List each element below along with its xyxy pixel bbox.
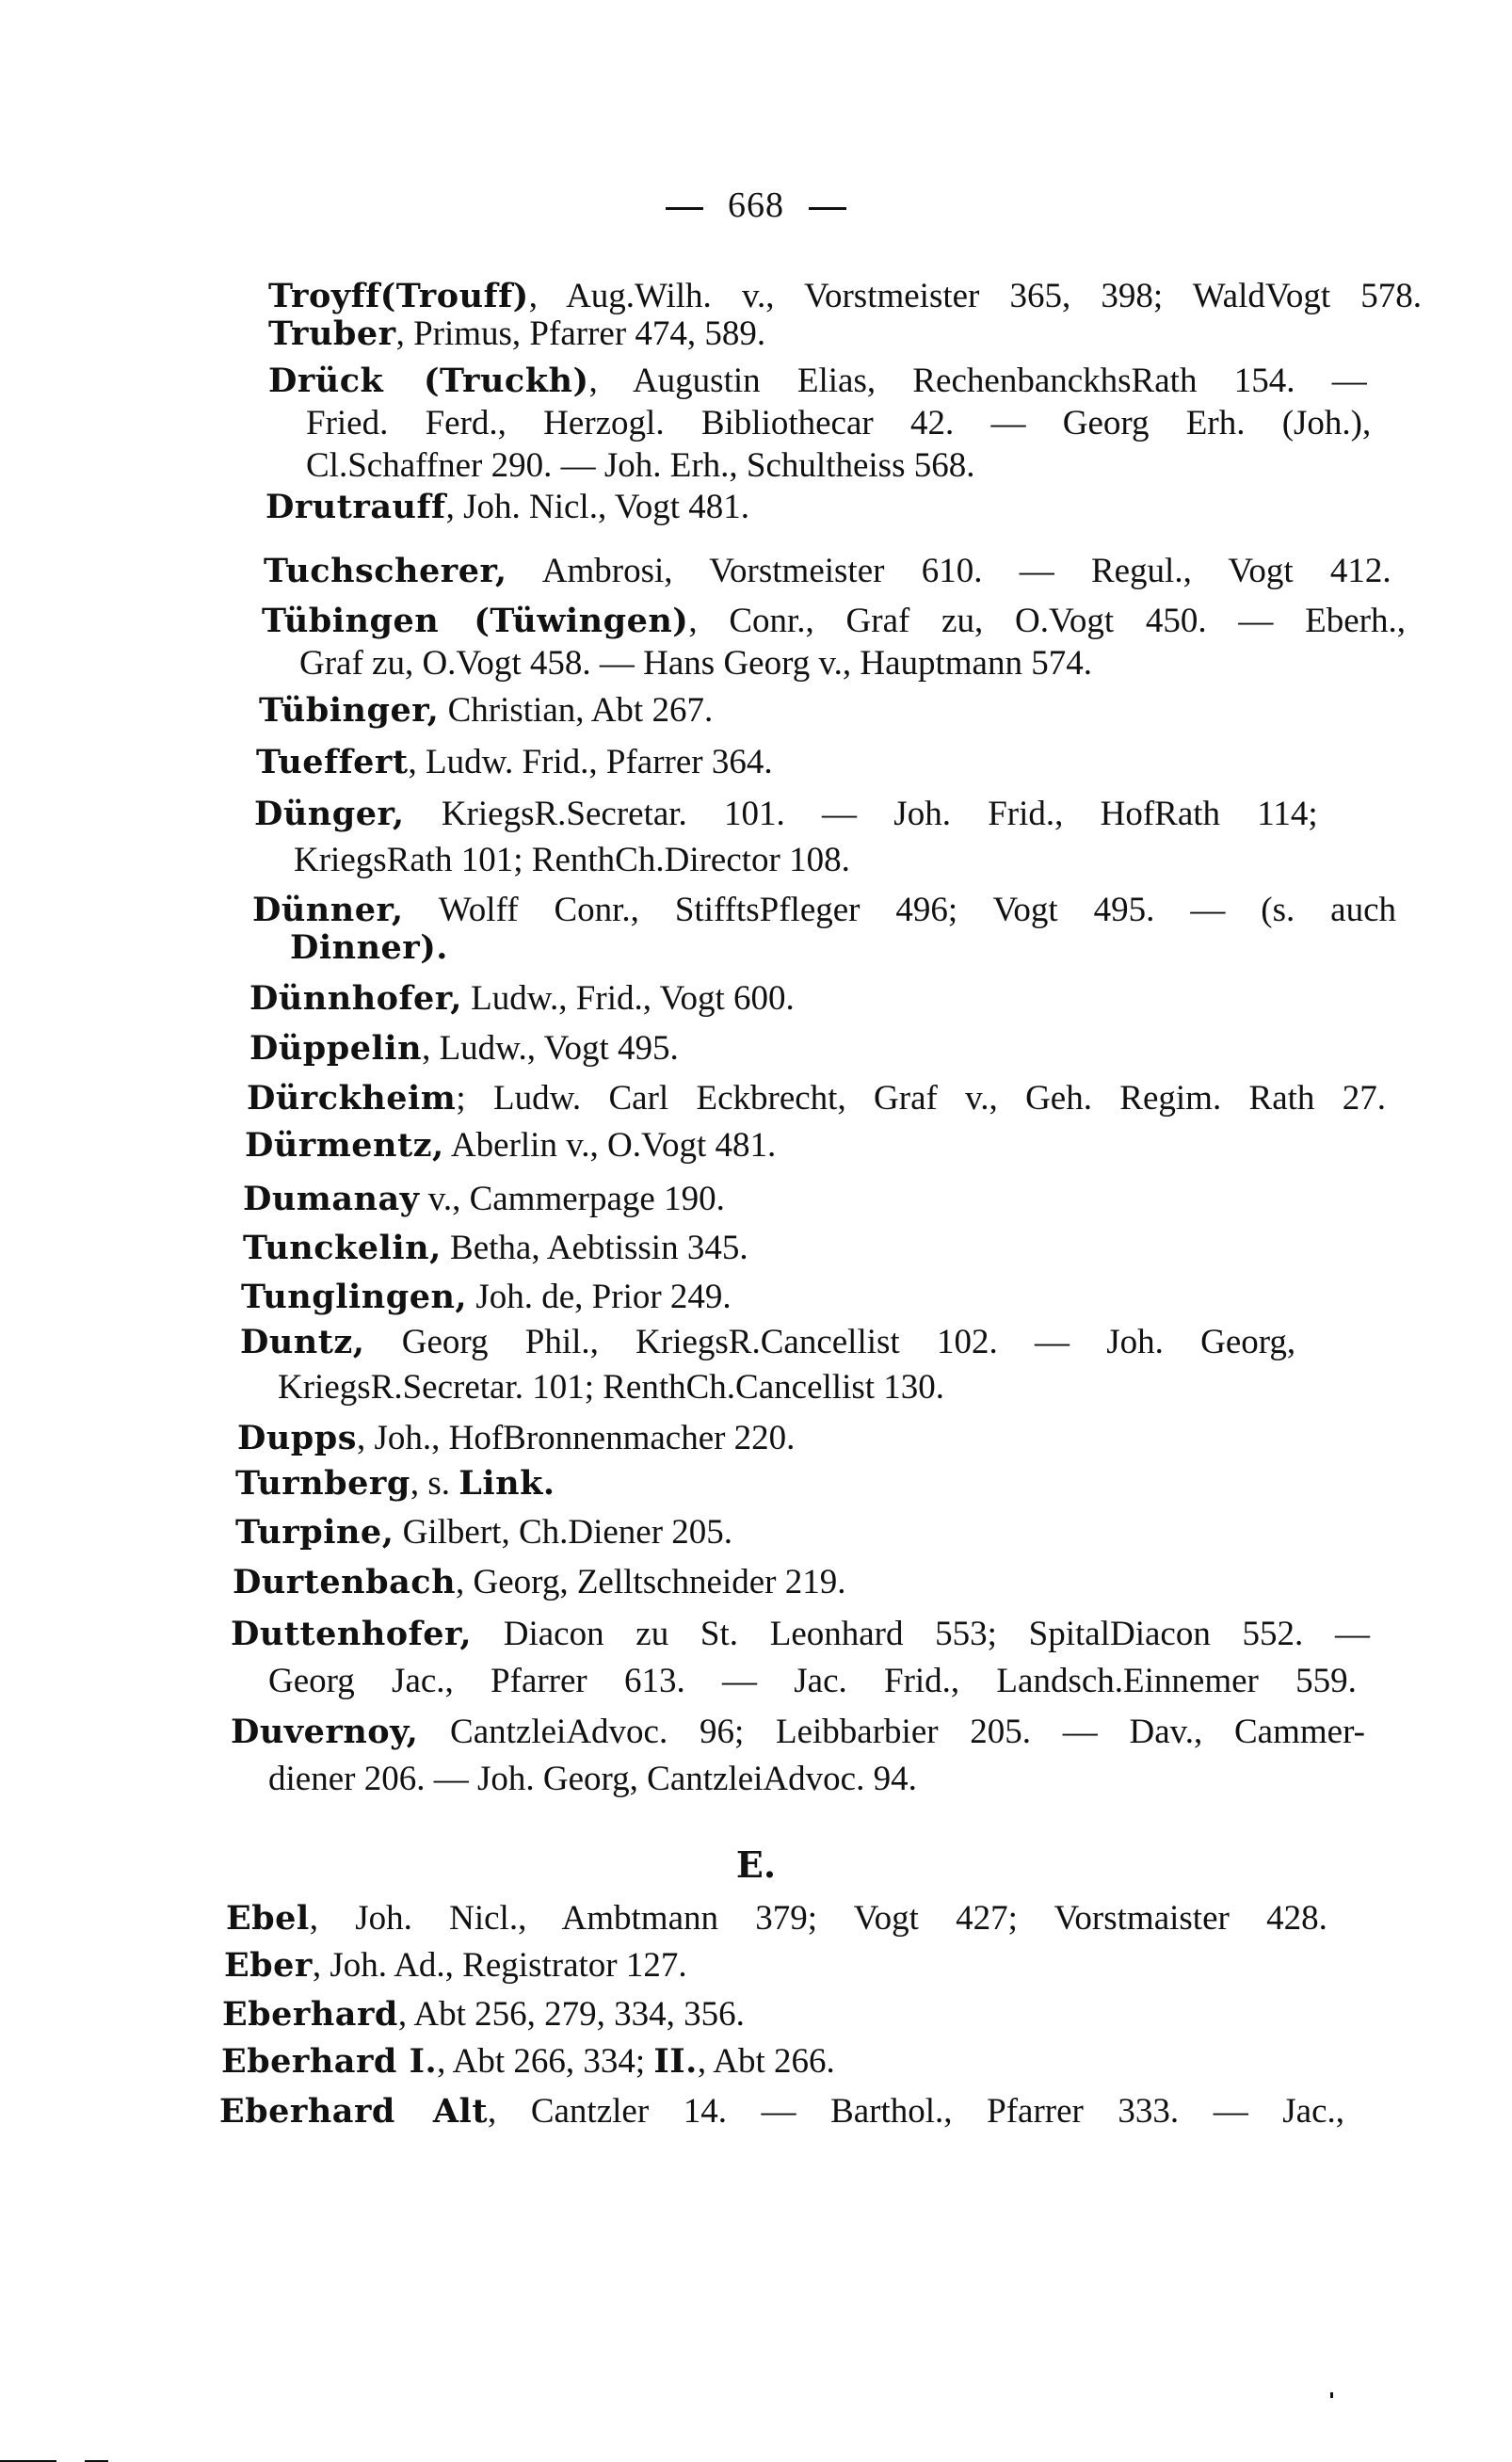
index-entry bbox=[268, 276, 1422, 317]
entry-surname: Dürmentz, bbox=[245, 1126, 444, 1165]
index-entry bbox=[249, 1028, 679, 1070]
entry-surname: Dupps bbox=[237, 1419, 357, 1457]
scan-dot bbox=[1330, 2392, 1333, 2398]
index-entry bbox=[235, 1512, 732, 1553]
index-entry bbox=[231, 1712, 1365, 1753]
index-entry bbox=[249, 978, 795, 1020]
index-entry bbox=[222, 1994, 745, 2036]
entry-details: Aberlin v., O.Vogt 481. bbox=[443, 1126, 777, 1165]
index-entry bbox=[256, 742, 773, 783]
entry-surname: Tuchscherer, bbox=[264, 552, 507, 590]
entry-details: , Joh. Nicl., Vogt 481. bbox=[445, 488, 750, 526]
entry-details: KriegsR.Secretar. 101. — Joh. Frid., HofRath 114; bbox=[404, 795, 1318, 833]
index-entry bbox=[268, 314, 765, 355]
entry-details: Cl.Schaffner 290. — Joh. Erh., Schultheiss 568. bbox=[306, 446, 975, 485]
index-entry-continuation bbox=[268, 1759, 917, 1800]
entry-details: , Abt 266, 334; bbox=[437, 2042, 654, 2081]
index-entry bbox=[254, 794, 1318, 835]
entry-surname: Ebel bbox=[226, 1899, 310, 1938]
index-entry-continuation bbox=[294, 840, 850, 881]
page-number bbox=[0, 185, 1512, 226]
index-entry bbox=[252, 890, 1396, 931]
entry-details: , Joh. Nicl., Ambtmann 379; Vogt 427; Vorstmaister 428. bbox=[309, 1899, 1327, 1938]
index-entry bbox=[235, 1463, 555, 1505]
index-entry-continuation bbox=[299, 643, 1092, 684]
index-entry bbox=[237, 1418, 795, 1459]
entry-details: , Aug.Wilh. v., Vorstmeister 365, 398; WaldVogt 578. bbox=[528, 277, 1422, 315]
index-entry bbox=[219, 2091, 1344, 2132]
entry-surname: Drutrauff bbox=[265, 488, 446, 526]
index-entry bbox=[226, 1898, 1327, 1939]
entry-details: , Joh. Ad., Registrator 127. bbox=[312, 1946, 687, 1985]
entry-details: Ambrosi, Vorstmeister 610. — Regul., Vogt 412. bbox=[507, 552, 1391, 590]
entry-details: , Conr., Graf zu, O.Vogt 450. — Eberh., bbox=[688, 602, 1406, 640]
entry-surname: Truber bbox=[268, 314, 396, 353]
entry-details: Graf zu, O.Vogt 458. — Hans Georg v., Hauptmann 574. bbox=[299, 644, 1092, 683]
dash-left bbox=[666, 207, 703, 210]
index-entry bbox=[259, 690, 713, 732]
entry-details: v., Cammerpage 190. bbox=[419, 1180, 725, 1218]
entry-details: , Augustin Elias, RechenbanckhsRath 154. — bbox=[588, 362, 1367, 400]
index-entry-continuation bbox=[268, 1661, 1357, 1702]
entry-surname: Eberhard bbox=[222, 1995, 398, 2034]
entry-surname: Tunglingen, bbox=[241, 1278, 468, 1316]
entry-surname: Duntz, bbox=[240, 1323, 365, 1361]
entry-details: , Cantzler 14. — Barthol., Pfarrer 333. — Jac., bbox=[488, 2092, 1344, 2131]
entry-details: diener 206. — Joh. Georg, CantzleiAdvoc. 94. bbox=[268, 1760, 917, 1798]
entry-surname: Drück (Truckh) bbox=[268, 362, 589, 400]
entry-surname: Duttenhofer, bbox=[231, 1615, 473, 1653]
index-entry-continuation bbox=[306, 403, 1371, 444]
dash-right bbox=[809, 207, 846, 210]
entry-surname: Tübinger, bbox=[259, 691, 440, 730]
entry-surname: Dürckheim bbox=[247, 1079, 457, 1118]
entry-surname: Durtenbach bbox=[233, 1563, 457, 1601]
index-entry bbox=[233, 1562, 845, 1603]
entry-surname: Eberhard Alt bbox=[219, 2092, 489, 2131]
entry-surname: Troyff(Trouff) bbox=[268, 277, 529, 315]
entry-details: ; Ludw. Carl Eckbrecht, Graf v., Geh. Regim. Rath 27. bbox=[456, 1079, 1386, 1118]
entry-surname: Turpine, bbox=[235, 1513, 394, 1552]
index-entry bbox=[268, 361, 1367, 402]
entry-surname: Dumanay bbox=[243, 1180, 420, 1218]
index-entry bbox=[243, 1179, 725, 1220]
section-heading: E. bbox=[735, 1843, 777, 1886]
index-entry-continuation bbox=[278, 1367, 944, 1408]
entry-details: , Abt 256, 279, 334, 356. bbox=[397, 1995, 745, 2034]
entry-details: Christian, Abt 267. bbox=[439, 691, 714, 730]
index-entry bbox=[243, 1228, 748, 1269]
entry-details: Joh. de, Prior 249. bbox=[467, 1278, 732, 1316]
entry-details: , Georg, Zelltschneider 219. bbox=[456, 1563, 846, 1601]
entry-surname: Tübingen (Tüwingen) bbox=[262, 602, 689, 640]
index-entry-continuation bbox=[306, 445, 974, 487]
entry-details: , Ludw. Frid., Pfarrer 364. bbox=[408, 743, 773, 781]
entry-details: , Ludw., Vogt 495. bbox=[422, 1029, 679, 1068]
entry-surname: Dünnhofer, bbox=[249, 979, 462, 1018]
index-entry bbox=[245, 1125, 776, 1167]
index-entry bbox=[221, 2041, 835, 2083]
entry-surname: Turnberg bbox=[235, 1464, 410, 1503]
entry-details: CantzleiAdvoc. 96; Leibbarbier 205. — Dav., Cammer- bbox=[418, 1713, 1365, 1751]
entry-details: Betha, Aebtissin 345. bbox=[441, 1229, 748, 1267]
entry-surname: Duvernoy, bbox=[231, 1713, 419, 1751]
entry-cross-reference: Link. bbox=[458, 1464, 555, 1503]
index-entry bbox=[247, 1078, 1386, 1119]
entry-surname: Eber bbox=[224, 1946, 313, 1985]
entry-surname: Eberhard I. bbox=[221, 2042, 438, 2081]
entry-details: Diacon zu St. Leonhard 553; SpitalDiacon 552. — bbox=[472, 1615, 1370, 1653]
entry-details-tail: , Abt 266. bbox=[697, 2042, 835, 2081]
index-entry bbox=[224, 1945, 687, 1987]
entry-details: Ludw., Frid., Vogt 600. bbox=[461, 979, 795, 1018]
page-number-text: 668 bbox=[728, 185, 784, 225]
index-entry bbox=[264, 551, 1391, 592]
entry-details: Gilbert, Ch.Diener 205. bbox=[394, 1513, 733, 1552]
entry-surname: Tunckelin, bbox=[243, 1229, 442, 1267]
entry-details: , s. bbox=[410, 1464, 459, 1503]
index-entry-continuation bbox=[290, 927, 448, 969]
index-entry bbox=[240, 1322, 1295, 1363]
index-entry bbox=[241, 1277, 732, 1318]
index-entry bbox=[265, 487, 749, 528]
index-entry bbox=[262, 601, 1406, 642]
entry-surname: Dünger, bbox=[254, 795, 405, 833]
index-entry bbox=[231, 1614, 1370, 1655]
entry-surname: Tueffert bbox=[256, 743, 409, 781]
entry-surname: Dünner, bbox=[252, 891, 404, 929]
entry-details: KriegsR.Secretar. 101; RenthCh.Cancellist 130. bbox=[278, 1368, 945, 1407]
entry-details: Dinner). bbox=[290, 928, 448, 967]
entry-details: KriegsRath 101; RenthCh.Director 108. bbox=[294, 841, 850, 879]
entry-details: Georg Phil., KriegsR.Cancellist 102. — Joh. Georg, bbox=[364, 1323, 1296, 1361]
entry-details: Fried. Ferd., Herzogl. Bibliothecar 42. — Georg Erh. (Joh.), bbox=[306, 404, 1372, 443]
entry-details: , Primus, Pfarrer 474, 589. bbox=[395, 314, 766, 353]
entry-surname: Düppelin bbox=[249, 1029, 423, 1068]
entry-details: Georg Jac., Pfarrer 613. — Jac. Frid., Landsch.Einnemer 559. bbox=[268, 1662, 1357, 1700]
entry-details: , Joh., HofBronnenmacher 220. bbox=[356, 1419, 796, 1457]
entry-details: Wolff Conr., StifftsPfleger 496; Vogt 495. — (s. auch bbox=[403, 891, 1396, 929]
entry-cross-reference: II. bbox=[653, 2042, 698, 2081]
